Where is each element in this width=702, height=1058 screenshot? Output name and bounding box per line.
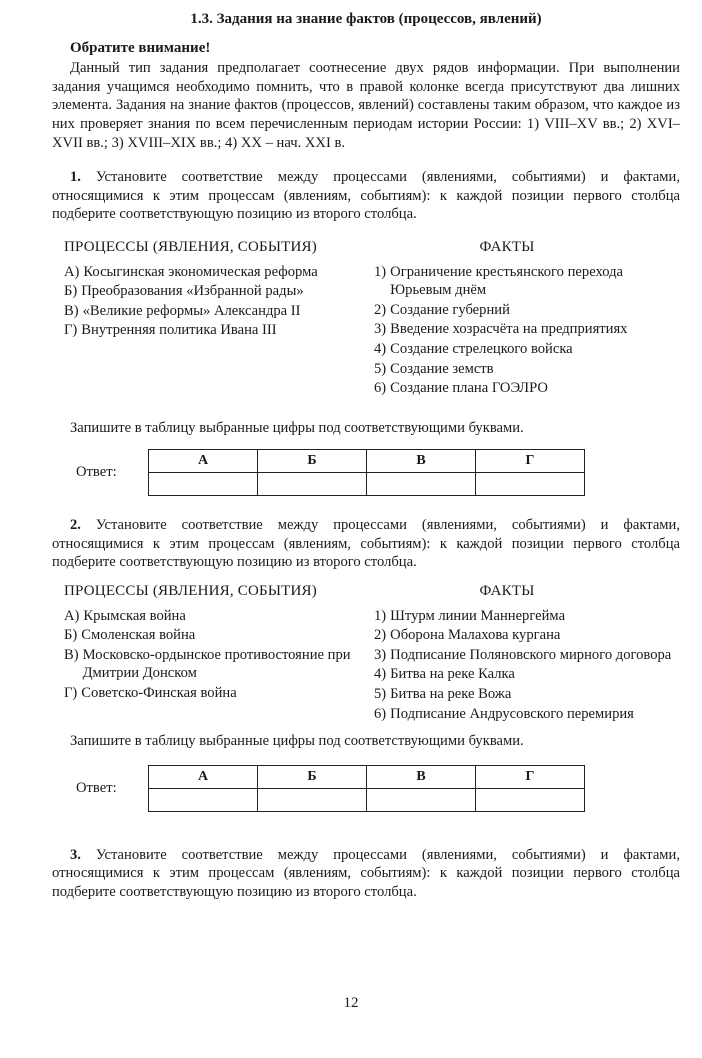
facts-column — [374, 582, 680, 724]
task-3 — [52, 846, 680, 902]
answer-table — [148, 449, 585, 496]
task-number: 2. — [70, 517, 81, 534]
fact-item: 4) Создание стрелецкого войска — [374, 340, 573, 357]
answer-header-cell: Б — [258, 450, 367, 473]
facts-header: ФАКТЫ — [479, 238, 535, 255]
answer-header-cell: А — [149, 765, 258, 788]
write-instruction: Запишите в таблицу выбранные цифры под соответствующими буквами. — [70, 419, 524, 436]
notice-title: Обратите внимание! — [70, 39, 211, 56]
task-number: 1. — [70, 169, 81, 186]
answer-input-cell[interactable] — [258, 788, 367, 811]
task-instruction-text: Установите соответствие между процессами (явлениями, событиями) и фактами, относящимися к этим процессам (явлениям, событиям): к каждой позиции первого столбца подберите соответствующую позицию из второго столбца. — [52, 169, 680, 223]
task-instruction-text: Установите соответствие между процессами (явлениями, событиями) и фактами, относящимися к этим процессам (явлениям, событиям): к каждой позиции первого столбца подберите соответствующую позицию из второго столбца. — [52, 846, 680, 900]
answer-table — [148, 765, 585, 812]
answer-block — [52, 765, 680, 812]
answer-header-cell: Г — [476, 765, 585, 788]
processes-column — [52, 582, 374, 724]
process-item: Г) Внутренняя политика Ивана III — [64, 322, 277, 339]
answer-input-cell[interactable] — [149, 788, 258, 811]
processes-header: ПРОЦЕССЫ (ЯВЛЕНИЯ, СОБЫТИЯ) — [64, 238, 317, 255]
fact-item: 6) Создание плана ГОЭЛРО — [374, 380, 548, 397]
fact-item: 3) Подписание Поляновского мирного договора — [374, 646, 672, 663]
answer-label: Ответ: — [76, 464, 117, 481]
fact-item: 6) Подписание Андрусовского перемирия — [374, 705, 634, 722]
task-instruction — [52, 168, 680, 224]
process-item: Б) Преобразования «Избранной рады» — [64, 283, 304, 300]
section-title: 1.3. Задания на знание фактов (процессов, явлений) — [190, 11, 542, 27]
answer-input-cell[interactable] — [476, 473, 585, 496]
answer-header-cell: Г — [476, 450, 585, 473]
fact-item: 2) Создание губерний — [374, 301, 510, 318]
answer-header-cell: А — [149, 450, 258, 473]
processes-header: ПРОЦЕССЫ (ЯВЛЕНИЯ, СОБЫТИЯ) — [64, 583, 317, 600]
page-number: 12 — [343, 995, 359, 1011]
process-item: А) Крымская война — [64, 607, 186, 624]
fact-item: 1) Ограничение крестьянского перехода Юрьевым днём — [374, 263, 623, 299]
fact-item: 5) Создание земств — [374, 360, 494, 377]
answer-label: Ответ: — [76, 780, 117, 797]
fact-item: 1) Штурм линии Маннергейма — [374, 607, 566, 624]
fact-item: 5) Битва на реке Вожа — [374, 686, 512, 703]
process-item: Г) Советско-Финская война — [64, 685, 237, 702]
matching-columns — [52, 582, 680, 724]
answer-input-cell[interactable] — [149, 473, 258, 496]
task-1 — [52, 168, 680, 496]
answer-header-cell: Б — [258, 765, 367, 788]
fact-item: 2) Оборона Малахова кургана — [374, 627, 561, 644]
notice-text: Данный тип задания предполагает соотнесение двух рядов информации. При выполнении задания учащимся необходимо помнить, что в правой колонке всегда присутствуют два лишних элемента. Задания на знание фактов (процессов, явлений) составлены таким образом, что каждое из них проверяет знания по всем перечисленным периодам истории России: 1) VIII–XV вв.; 2) XVI–XVII вв.; 3) XVIII–XIX вв.; 4) XX – нач. XXI в. — [52, 60, 680, 151]
page-content — [52, 10, 680, 902]
answer-input-cell[interactable] — [367, 788, 476, 811]
write-instruction: Запишите в таблицу выбранные цифры под соответствующими буквами. — [70, 733, 524, 750]
process-item: В) «Великие реформы» Александра II — [64, 302, 301, 319]
processes-column — [52, 238, 374, 399]
task-instruction-text: Установите соответствие между процессами (явлениями, событиями) и фактами, относящимися к этим процессам (явлениям, событиям): к каждой позиции первого столбца подберите соответствующую позицию из второго столбца. — [52, 517, 680, 571]
task-2 — [52, 516, 680, 812]
task-number: 3. — [70, 846, 81, 863]
answer-input-cell[interactable] — [258, 473, 367, 496]
process-item: В) Московско-ордынское противостояние при Дмитрии Донском — [64, 646, 351, 682]
answer-header-cell: В — [367, 765, 476, 788]
task-instruction — [52, 846, 680, 902]
facts-header: ФАКТЫ — [479, 583, 535, 600]
fact-item: 4) Битва на реке Калка — [374, 666, 515, 683]
answer-header-cell: В — [367, 450, 476, 473]
fact-item: 3) Введение хозрасчёта на предприятиях — [374, 321, 628, 338]
answer-input-cell[interactable] — [367, 473, 476, 496]
matching-columns — [52, 238, 680, 399]
answer-input-cell[interactable] — [476, 788, 585, 811]
process-item: Б) Смоленская война — [64, 627, 196, 644]
answer-block — [52, 449, 680, 496]
process-item: А) Косыгинская экономическая реформа — [64, 263, 318, 280]
task-instruction — [52, 516, 680, 572]
facts-column — [374, 238, 680, 399]
